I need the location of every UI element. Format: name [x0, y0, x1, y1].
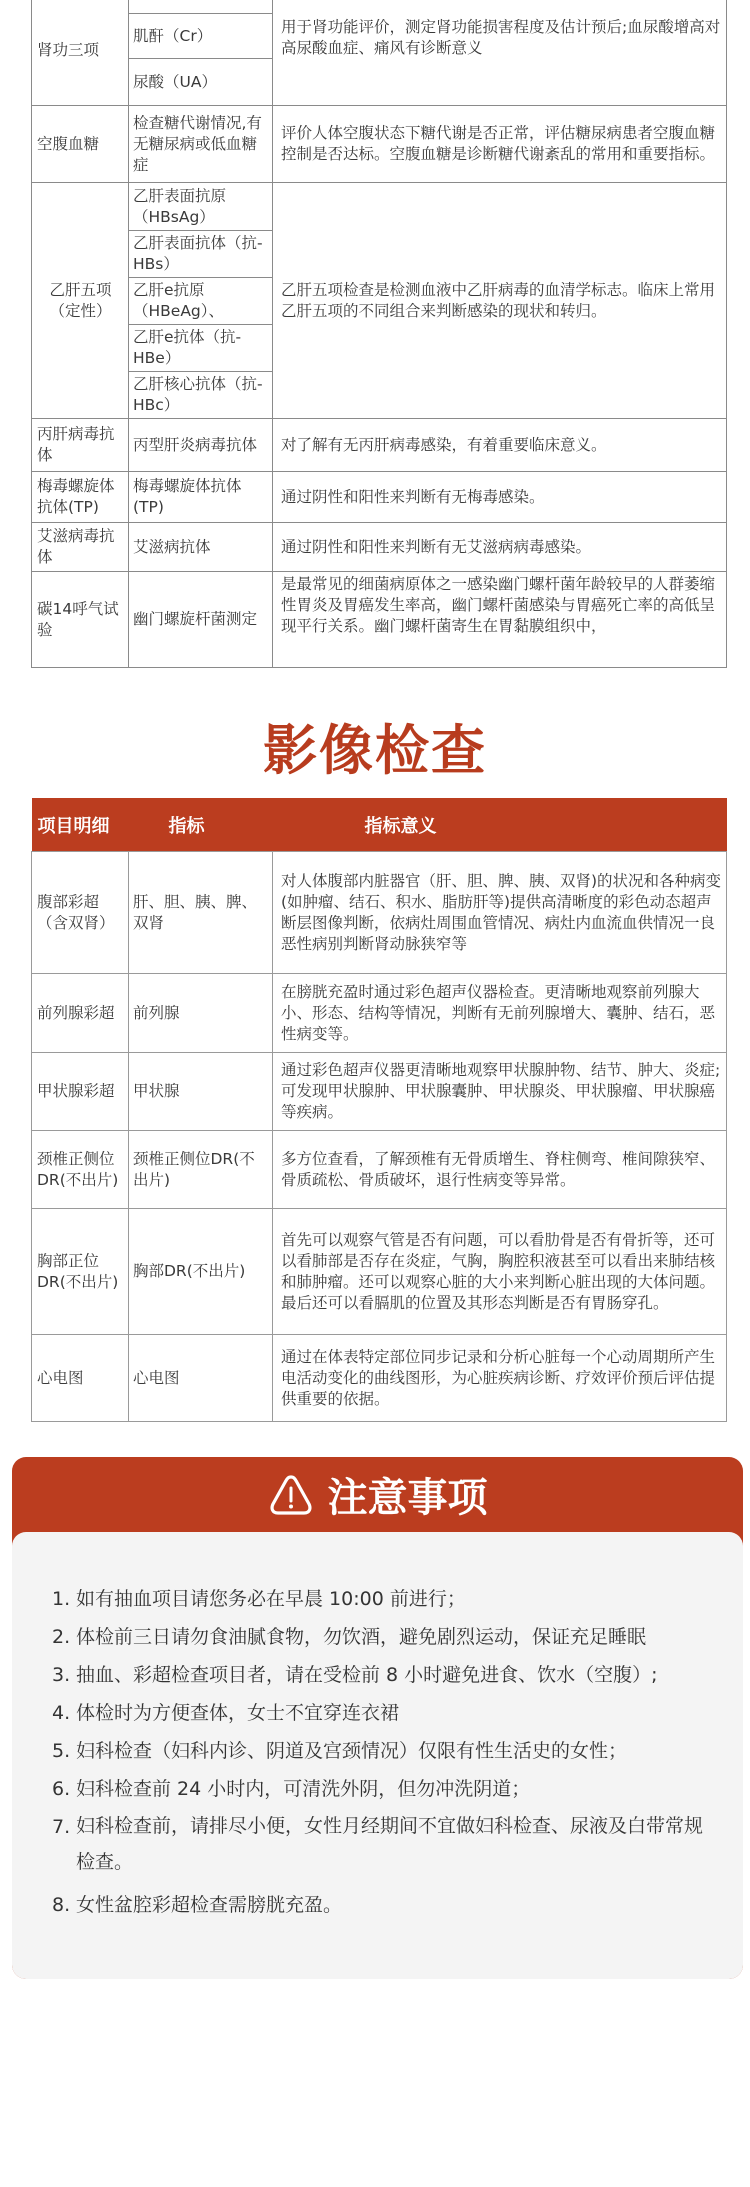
item-cell: 前列腺彩超 [32, 974, 129, 1053]
indicator-cell: 肌酐（Cr） [129, 14, 273, 59]
item-cell: 腹部彩超（含双肾） [32, 852, 129, 974]
meaning-cell: 通过阴性和阳性来判断有无梅毒感染。 [273, 472, 727, 523]
notice-item [52, 1580, 743, 1618]
indicator-cell: 胸部DR(不出片) [129, 1209, 273, 1335]
header-meaning: 指标意义 [273, 798, 727, 852]
indicator-cell: 乙肝e抗原（HBeAg）、 [129, 278, 273, 325]
item-cell: 梅毒螺旋体抗体(TP) [32, 472, 129, 523]
notice-title: 注意事项 [327, 1475, 488, 1521]
indicator-cell: 梅毒螺旋体抗体(TP) [129, 472, 273, 523]
meaning-cell: 用于肾功能评价，测定肾功能损害程度及估计预后;血尿酸增高对高尿酸血症、痛风有诊断意义 [273, 0, 727, 106]
item-text: 妇科检查（妇科内诊、阴道及宫颈情况）仅限有性生活史的女性； [76, 1740, 628, 1762]
item-cell: 空腹血糖 [32, 106, 129, 183]
item-cell: 乙肝五项（定性） [32, 183, 129, 419]
meaning-cell: 对人体腹部内脏器官（肝、胆、脾、胰、双肾)的状况和各种病变(如肿瘤、结石、积水、脂肪肝等)提供高清晰度的彩色动态超声断层图像判断，依病灶周围血管情况、病灶内血流血供情况一良恶性病别判断肾动脉狭窄等 [273, 852, 727, 974]
meaning-cell: 评价人体空腹状态下糖代谢是否正常，评估糖尿病患者空腹血糖控制是否达标。空腹血糖是诊断糖代谢紊乱的常用和重要指标。 [273, 106, 727, 183]
notice-item [52, 1808, 743, 1880]
item-cell: 丙肝病毒抗体 [32, 419, 129, 472]
indicator-cell: 乙肝表面抗原（HBsAg） [129, 183, 273, 231]
notice-body [12, 1532, 743, 1979]
item-cell: 甲状腺彩超 [32, 1053, 129, 1131]
imaging-table [31, 798, 727, 1422]
item-number: 5. [52, 1740, 71, 1762]
indicator-cell: 颈椎正侧位DR(不出片) [129, 1131, 273, 1209]
item-text: 如有抽血项目请您务必在早晨 10:00 前进行； [76, 1588, 466, 1610]
item-number: 7. [52, 1816, 71, 1838]
item-number: 8. [52, 1894, 71, 1916]
indicator-cell [129, 0, 273, 14]
meaning-cell: 是最常见的细菌病原体之一感染幽门螺杆菌年龄较早的人群萎缩性胃炎及胃癌发生率高，幽门螺杆菌感染与胃癌死亡率的高低呈现平行关系。幽门螺杆菌寄生在胃黏膜组织中， [273, 572, 727, 668]
item-number: 6. [52, 1778, 71, 1800]
item-cell: 心电图 [32, 1335, 129, 1422]
notice-item [52, 1886, 743, 1924]
indicator-cell: 前列腺 [129, 974, 273, 1053]
item-cell: 肾功三项 [32, 0, 129, 106]
notice-item [52, 1618, 743, 1656]
imaging-section-title: 影像检查 [263, 719, 487, 782]
lab-test-table [31, 0, 727, 668]
notice-item [52, 1694, 743, 1732]
item-text: 妇科检查前，请排尽小便，女性月经期间不宜做妇科检查、尿液及白带常规检查。 [76, 1815, 704, 1873]
indicator-cell: 尿酸（UA） [129, 59, 273, 106]
warning-icon [268, 1473, 314, 1517]
header-indicator: 指标 [129, 798, 273, 852]
indicator-cell: 检查糖代谢情况,有无糖尿病或低血糖症 [129, 106, 273, 183]
meaning-cell: 通过在体表特定部位同步记录和分析心脏每一个心动周期所产生电活动变化的曲线图形，为心脏疾病诊断、疗效评价预后评估提供重要的依据。 [273, 1335, 727, 1422]
meaning-cell: 首先可以观察气管是否有问题，可以看肋骨是否有骨折等，还可以看肺部是否存在炎症，气胸，胸腔积液甚至可以看出来肺结核和肺肿瘤。还可以观察心脏的大小来判断心脏出现的大体问题。最后还可以看膈肌的位置及其形态判断是否有胃肠穿孔。 [273, 1209, 727, 1335]
item-number: 4. [52, 1702, 71, 1724]
indicator-cell: 甲状腺 [129, 1053, 273, 1131]
indicator-cell: 心电图 [129, 1335, 273, 1422]
item-cell: 胸部正位DR(不出片) [32, 1209, 129, 1335]
item-text: 女性盆腔彩超检查需膀胱充盈。 [76, 1894, 343, 1916]
notice-item [52, 1732, 743, 1770]
item-number: 1. [52, 1588, 71, 1610]
meaning-cell: 通过彩色超声仪器更清晰地观察甲状腺肿物、结节、肿大、炎症;可发现甲状腺肿、甲状腺囊肿、甲状腺炎、甲状腺瘤、甲状腺癌等疾病。 [273, 1053, 727, 1131]
indicator-cell: 幽门螺旋杆菌测定 [129, 572, 273, 668]
notice-item [52, 1770, 743, 1808]
item-text: 体检前三日请勿食油腻食物，勿饮酒，避免剧烈运动，保证充足睡眠 [76, 1626, 647, 1648]
item-cell: 颈椎正侧位DR(不出片) [32, 1131, 129, 1209]
item-number: 2. [52, 1626, 71, 1648]
indicator-cell: 肝、胆、胰、脾、双肾 [129, 852, 273, 974]
indicator-cell: 乙肝核心抗体（抗-HBc） [129, 372, 273, 419]
meaning-cell: 通过阴性和阳性来判断有无艾滋病病毒感染。 [273, 523, 727, 572]
item-text: 妇科检查前 24 小时内，可清洗外阴，但勿冲洗阴道； [76, 1778, 531, 1800]
item-cell: 艾滋病毒抗体 [32, 523, 129, 572]
notice-card [12, 1457, 743, 1979]
indicator-cell: 艾滋病抗体 [129, 523, 273, 572]
meaning-cell: 多方位查看，了解颈椎有无骨质增生、脊柱侧弯、椎间隙狭窄、骨质疏松、骨质破坏，退行性病变等异常。 [273, 1131, 727, 1209]
indicator-cell: 丙型肝炎病毒抗体 [129, 419, 273, 472]
item-text: 体检时为方便查体，女士不宜穿连衣裙 [76, 1702, 400, 1724]
item-number: 3. [52, 1664, 71, 1686]
item-text: 抽血、彩超检查项目者，请在受检前 8 小时避免进食、饮水（空腹）; [76, 1664, 658, 1686]
notice-list [52, 1580, 743, 1924]
meaning-cell: 乙肝五项检查是检测血液中乙肝病毒的血清学标志。临床上常用乙肝五项的不同组合来判断感染的现状和转归。 [273, 183, 727, 419]
item-cell: 碳14呼气试验 [32, 572, 129, 668]
indicator-cell: 乙肝表面抗体（抗-HBs） [129, 231, 273, 278]
header-item: 项目明细 [32, 798, 129, 852]
indicator-cell: 乙肝e抗体（抗-HBe） [129, 325, 273, 372]
notice-item [52, 1656, 743, 1694]
meaning-cell: 在膀胱充盈时通过彩色超声仪器检查。更清晰地观察前列腺大小、形态、结构等情况，判断有无前列腺增大、囊肿、结石，恶性病变等。 [273, 974, 727, 1053]
meaning-cell: 对了解有无丙肝病毒感染，有着重要临床意义。 [273, 419, 727, 472]
notice-header [12, 1457, 743, 1532]
